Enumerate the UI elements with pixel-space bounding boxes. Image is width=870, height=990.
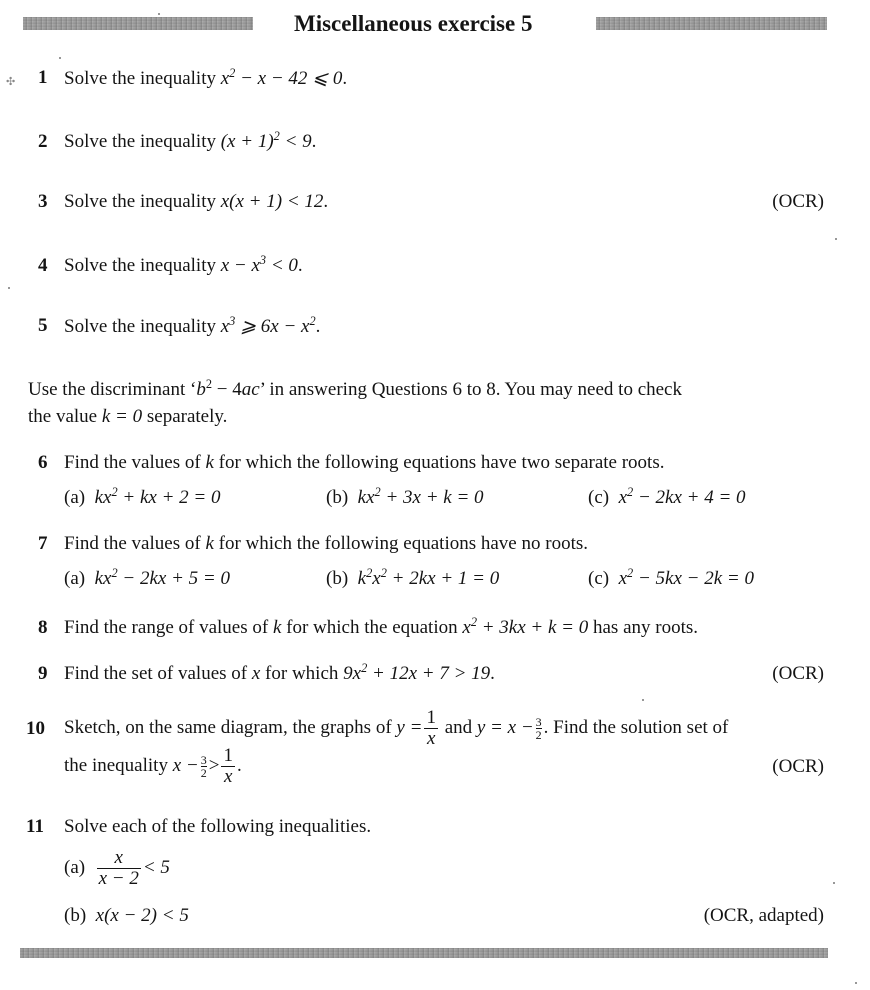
math-expression [343,663,490,684]
math-variable: k [272,617,282,638]
math-expression [221,131,312,152]
footer-rule [20,948,828,958]
math-exponent: 2 [627,485,634,500]
math-term: − 5kx − 2k = 0 [633,568,754,589]
source-label: (OCR) [772,191,824,212]
math-exponent: 2 [273,129,280,144]
math-term: ac [241,379,260,400]
math-exponent: 2 [374,485,381,500]
part-b [326,568,499,590]
fraction [536,716,542,741]
part-label: (b) [326,568,349,589]
question-number: 9 [38,663,48,684]
question-prompt: Find the values of [64,533,201,554]
math-expression [95,568,230,589]
math-exponent: 2 [627,566,634,581]
math-exponent: 2 [229,66,236,81]
scan-speck [855,982,857,984]
part-label: (a) [64,568,86,589]
math-expression [619,568,754,589]
math-term: + 2kx + 1 = 0 [386,568,500,589]
question-text [64,663,495,685]
math-term: 9x [343,663,362,684]
math-term: − 2kx + 5 = 0 [117,568,230,589]
math-term: − x − 42 ⩽ 0 [235,68,343,89]
question-text [64,533,588,555]
math-exponent: 3 [259,253,267,268]
math-exponent: 2 [380,566,387,581]
math-term: < 0 [266,255,298,276]
fraction [424,708,438,749]
math-term: k [357,568,367,589]
source-label: (OCR, adapted) [703,905,824,926]
question-text [64,452,664,474]
punctuation: . [315,316,321,337]
instruction-line-1 [28,379,682,401]
math-exponent: 3 [229,314,236,329]
instruction-line-2 [28,406,227,428]
question-prompt: Find the range of values of [64,617,269,638]
math-term: + kx + 2 = 0 [117,487,221,508]
instruction-text: separately. [146,406,228,427]
question-number: 7 [38,533,48,554]
fraction-denominator: x − 2 [98,868,139,890]
math-term: x [462,617,471,638]
page-title: Miscellaneous exercise 5 [294,11,533,36]
source-label: (OCR) [772,663,824,684]
instruction-text: ’ in answering Questions 6 to 8. You may need to check [259,379,682,400]
instruction-text: the value [28,406,98,427]
question-number: 3 [38,191,48,212]
math-expression [221,255,298,276]
fraction-numerator: 3 [535,715,542,730]
question-number: 1 [38,67,48,88]
math-exponent: 2 [205,377,212,392]
fraction [221,746,235,787]
punctuation: . [490,663,495,684]
question-prompt: . Find the solution set of [543,717,729,738]
math-variable: k [205,533,214,554]
math-term: + 3kx + k = 0 [476,617,589,638]
math-exponent: 2 [111,485,118,500]
math-expression [358,568,500,589]
question-text [64,67,347,90]
scan-speck [642,699,644,701]
question-prompt: Solve the inequality [64,191,216,212]
punctuation: . [323,191,329,212]
fraction-denominator: x [223,766,233,788]
question-number: 2 [38,131,48,152]
math-term: + 12x + 7 > 19 [367,663,491,684]
part-label: (a) [64,487,86,508]
question-prompt: Find the set of values of [64,663,248,684]
math-exponent: 2 [309,314,316,329]
question-number: 6 [38,452,48,473]
scan-speck [835,238,837,240]
fraction-numerator: 1 [426,707,436,729]
question-prompt: and [444,717,473,738]
question-number: 8 [38,617,48,638]
source-label: (OCR) [772,756,824,777]
margin-mark-icon: ✣ [6,76,16,88]
math-term: x [618,568,628,589]
fraction-denominator: 2 [200,766,207,781]
question-text: Solve each of the following inequalities. [64,816,372,837]
math-expression [221,316,316,337]
math-expression [221,68,343,89]
math-exponent: 2 [366,566,373,581]
fraction-numerator: 3 [200,753,207,768]
question-number: 5 [38,315,48,336]
question-prompt: for which [265,663,339,684]
question-prompt: Sketch, on the same diagram, the graphs of [64,717,392,738]
question-text [64,315,320,338]
question-prompt: the inequality [64,755,168,776]
math-term: < 5 [142,857,170,878]
part-b [64,905,189,927]
question-text [64,617,698,639]
fraction [97,848,141,889]
part-b [326,487,484,509]
math-term: x [220,316,230,337]
math-expression: x(x − 2) < 5 [95,905,189,926]
header-rule-left [23,17,253,30]
punctuation: . [236,755,242,776]
part-a [64,568,230,590]
fraction-denominator: 2 [535,728,542,743]
math-term: b [196,379,206,400]
math-expression [95,487,221,508]
math-term: x − [172,755,199,776]
question-text [64,191,328,213]
math-expression [619,487,746,508]
question-prompt: for which the following equations have no roots. [218,533,588,554]
math-term: − 2kx + 4 = 0 [633,487,746,508]
scan-speck [833,882,835,884]
punctuation: . [342,68,348,89]
part-c [588,487,746,509]
question-prompt: Solve the inequality [64,131,216,152]
question-number: 10 [26,718,45,739]
scan-speck [8,287,10,289]
math-variable: k [205,452,214,473]
fraction-numerator: 1 [223,745,233,767]
question-prompt: has any roots. [593,617,699,638]
math-term: ⩾ 6x − x [235,316,310,337]
part-c [588,568,754,590]
punctuation: . [297,255,303,276]
question-prompt: Solve the inequality [64,68,216,89]
question-text-line-2 [64,743,242,789]
math-term: x − x [220,255,260,276]
math-term: < 9 [279,131,312,152]
scan-speck [59,57,61,59]
math-term: kx [357,487,375,508]
math-term: x [372,568,381,589]
punctuation: . [311,131,317,152]
question-text [64,131,316,153]
math-term: − 4 [212,379,242,400]
question-prompt: for which the equation [286,617,458,638]
math-term: x [618,487,628,508]
instruction-text: Use the discriminant ‘ [28,379,197,400]
math-variable: x [251,663,261,684]
math-exponent: 2 [111,566,118,581]
header-rule-right [596,17,827,30]
question-number: 4 [38,255,48,276]
math-term: x [220,68,230,89]
math-expression: x(x + 1) < 12 [220,191,324,212]
math-expression [462,617,588,638]
question-prompt: Solve the inequality [64,316,216,337]
question-number: 11 [26,816,44,837]
math-expression [358,487,484,508]
math-term: kx [94,487,112,508]
math-exponent: 2 [470,615,477,630]
part-label: (c) [588,487,610,508]
part-a [64,845,170,891]
math-term: y = x − [476,717,534,738]
math-term: + 3x + k = 0 [380,487,484,508]
math-exponent: 2 [361,661,368,676]
math-term: y = [396,717,423,738]
math-expression: k = 0 [101,406,143,427]
math-operator: > [208,755,220,776]
part-label: (c) [588,568,610,589]
fraction [201,754,207,779]
part-a [64,487,220,509]
part-label: (b) [326,487,349,508]
question-prompt: for which the following equations have two separate roots. [218,452,665,473]
scan-speck [158,13,160,15]
question-text [64,255,303,277]
fraction-denominator: x [426,728,436,750]
question-prompt: Find the values of [64,452,201,473]
math-term: kx [94,568,112,589]
part-label: (a) [64,857,86,878]
fraction-numerator: x [97,848,141,869]
question-prompt: Solve the inequality [64,255,216,276]
math-term: (x + 1) [220,131,274,152]
part-label: (b) [64,905,87,926]
